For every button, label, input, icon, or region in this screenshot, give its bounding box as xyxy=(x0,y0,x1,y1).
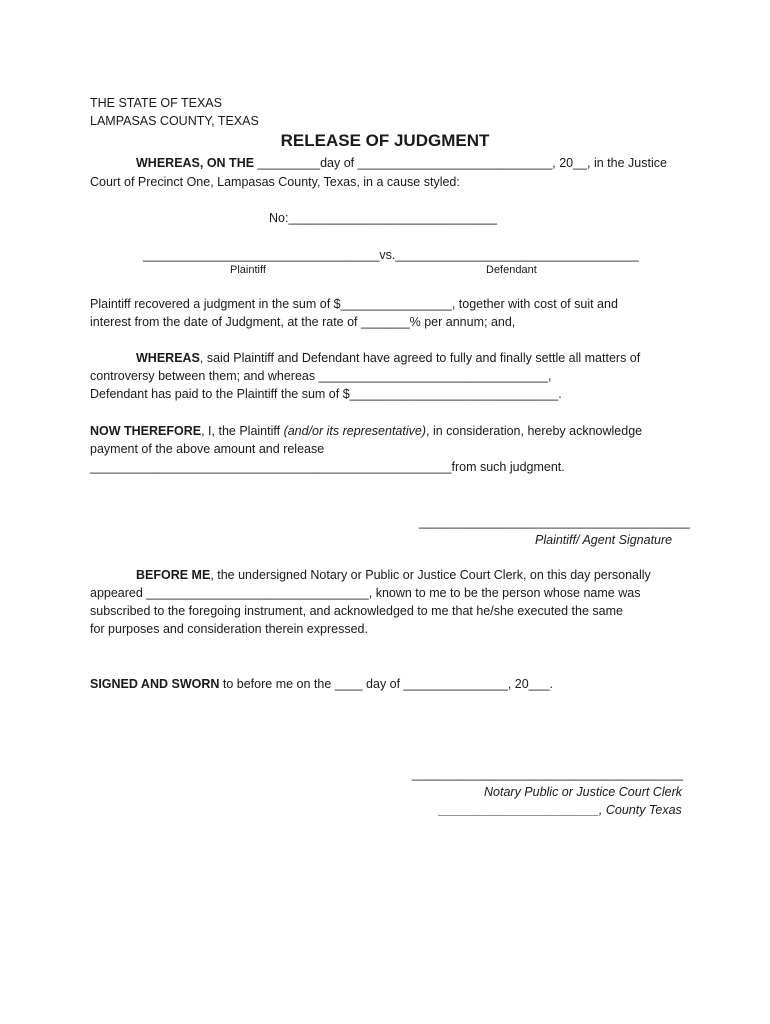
county-heading: LAMPASAS COUNTY, TEXAS xyxy=(90,114,259,128)
before-me-bold: BEFORE ME xyxy=(136,568,211,582)
notary-signature-line: _______________________________________ xyxy=(412,767,684,781)
whereas-date-blanks: _________day of ____________________________, 20__, in the Justice xyxy=(254,156,667,170)
whereas-paragraph-1-line-2: Court of Precinct One, Lampasas County, Texas, in a cause styled: xyxy=(90,175,460,189)
document-title: RELEASE OF JUDGMENT xyxy=(280,131,490,150)
now-therefore-line-2: payment of the above amount and release xyxy=(90,442,325,456)
signed-sworn-bold: SIGNED AND SWORN xyxy=(90,677,220,691)
judgment-line-1: Plaintiff recovered a judgment in the sum of $________________, together with cost of suit and xyxy=(90,297,618,311)
parties-line: __________________________________vs.___________________________________ xyxy=(143,248,639,262)
before-me-text: , the undersigned Notary or Public or Justice Court Clerk, on this day personally xyxy=(210,568,651,582)
now-therefore-bold: NOW THEREFORE xyxy=(90,424,202,438)
state-heading: THE STATE OF TEXAS xyxy=(90,96,222,110)
judgment-line-2: interest from the date of Judgment, at the rate of _______% per annum; and, xyxy=(90,315,516,329)
whereas-paragraph-2-line-1 xyxy=(136,349,640,367)
signed-sworn-line xyxy=(90,675,553,693)
plaintiff-signature-label: Plaintiff/ Agent Signature xyxy=(535,533,673,547)
before-me-line-1 xyxy=(136,566,651,584)
county-texas-line: _______________________, County Texas xyxy=(439,803,682,817)
case-number-field: No:______________________________ xyxy=(269,211,498,225)
plaintiff-label: Plaintiff xyxy=(230,264,266,276)
whereas-bold: WHEREAS xyxy=(136,351,200,365)
before-me-line-4: for purposes and consideration therein expressed. xyxy=(90,622,368,636)
before-me-line-2: appeared ________________________________, known to me to be the person whose name was xyxy=(90,586,641,600)
now-therefore-line-3: ____________________________________________________from such judgment. xyxy=(90,460,565,474)
now-therefore-line-1 xyxy=(90,422,642,440)
signed-sworn-text: to before me on the ____ day of _______________, 20___. xyxy=(219,677,554,691)
before-me-line-3: subscribed to the foregoing instrument, and acknowledged to me that he/she executed the same xyxy=(90,604,623,618)
whereas-paragraph-2-line-2: controversy between them; and whereas _________________________________, xyxy=(90,369,552,383)
now-therefore-part-2: , in consideration, hereby acknowledge xyxy=(426,424,643,438)
whereas-paragraph-1-line-1 xyxy=(136,154,667,172)
defendant-label: Defendant xyxy=(486,264,537,276)
representative-italic: (and/or its representative) xyxy=(283,424,426,438)
whereas-on-the-bold: WHEREAS, ON THE xyxy=(136,156,255,170)
plaintiff-signature-line: _______________________________________ xyxy=(419,515,691,529)
whereas-paragraph-2-line-3: Defendant has paid to the Plaintiff the sum of $______________________________. xyxy=(90,387,562,401)
whereas-settle-text: , said Plaintiff and Defendant have agreed to fully and finally settle all matters of xyxy=(199,351,641,365)
notary-label: Notary Public or Justice Court Clerk xyxy=(484,785,682,799)
now-therefore-part-1: , I, the Plaintiff xyxy=(201,424,284,438)
